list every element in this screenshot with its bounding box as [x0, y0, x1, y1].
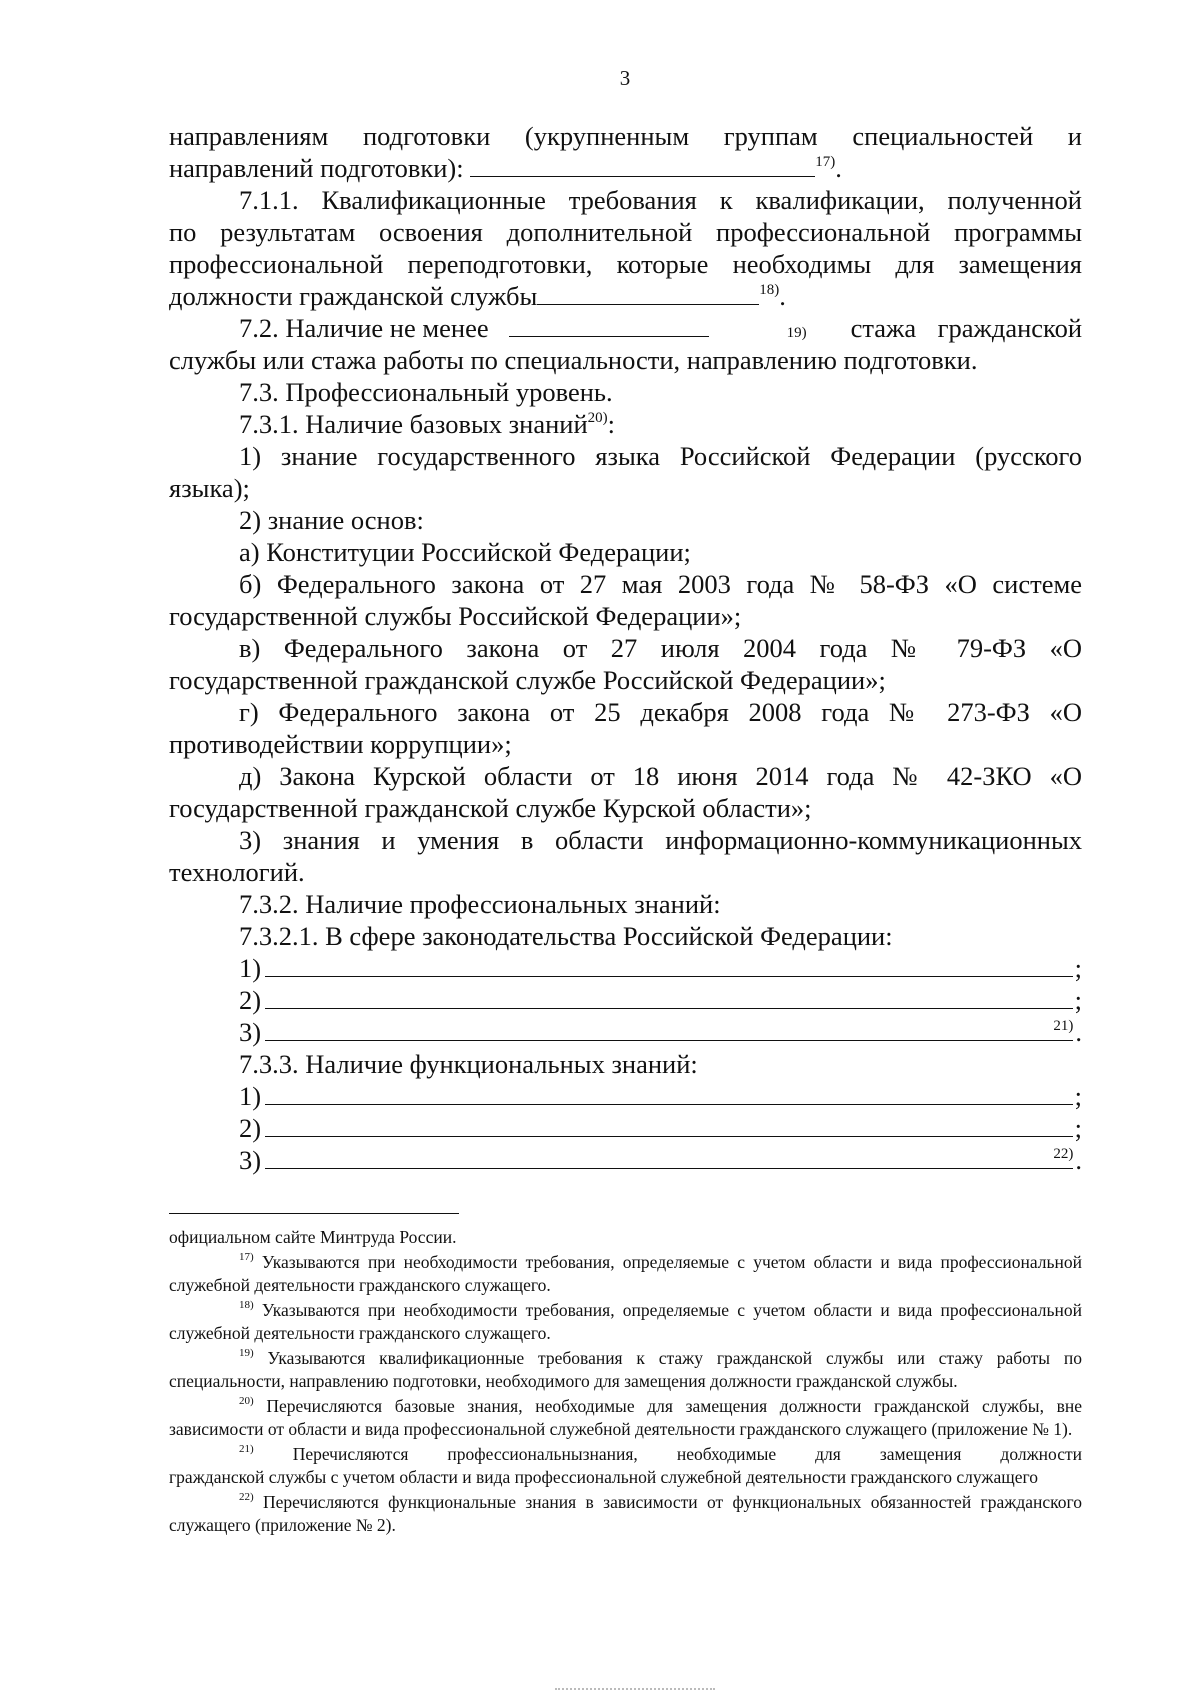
main-text	[169, 120, 1082, 1176]
fill-in-blank	[265, 1082, 1073, 1105]
text-line: государственной службы Российской Федерации»;	[169, 601, 742, 631]
text-line: должности гражданской службы $^{18)}$.	[169, 281, 786, 311]
paragraph-7-3-2: 7.3.2. Наличие профессиональных знаний:	[239, 889, 721, 919]
paragraph-7-2: 7.2. Наличие не менее 19) стажа гражданской	[239, 313, 1082, 343]
list-item: 1) знание государственного языка Российской Федерации (русского	[239, 441, 1082, 471]
blank-row: 1) ;	[239, 953, 1082, 983]
footnotes	[169, 1226, 1082, 1539]
blank-row: 3) 21) .	[169, 1016, 1082, 1048]
text-line: профессиональной переподготовки, которые необходимы для замещения	[169, 249, 1082, 279]
text-line: направлениям подготовки (укрупненным группам специальностей и	[169, 121, 1082, 151]
functional-knowledge-blanks	[169, 1080, 1082, 1176]
text-line: государственной гражданской службе Курской области»;	[169, 793, 812, 823]
fill-in-blank	[265, 1146, 1073, 1169]
list-item: 3) знания и умения в области информационно-коммуникационных	[239, 825, 1082, 855]
list-item: в) Федерального закона от 27 июля 2004 года № 79-ФЗ «О	[239, 633, 1082, 663]
text-line: направлений подготовки): $^{17)}$.	[169, 153, 842, 183]
paragraph-7-3: 7.3. Профессиональный уровень.	[239, 377, 613, 407]
blank-row: 2) ;	[239, 1113, 1082, 1143]
text-line: государственной гражданской службе Российской Федерации»;	[169, 665, 886, 695]
footnote-17: $^{17)}$ Указываются при необходимости требования, определяемые с учетом области и вида профессиональной служебной деятельности гражданского служащего.	[169, 1251, 1082, 1295]
list-item: б) Федерального закона от 27 мая 2003 года № 58-ФЗ «О системе	[239, 569, 1082, 599]
footnote-21: $^{21)}$ Перечисляются профессиональнызнания, необходимые для замещения должности	[239, 1443, 1082, 1464]
text-line: языка);	[169, 473, 250, 503]
fill-in-blank	[265, 986, 1073, 1009]
footnote-19: $^{19)}$ Указываются квалификационные требования к стажу гражданской службы или стажу работы по специальности, направлению подготовки, необходимого для замещения должности гражданской службы.	[169, 1347, 1082, 1391]
paragraph-7-3-3: 7.3.3. Наличие функциональных знаний:	[239, 1049, 698, 1079]
professional-knowledge-blanks	[169, 952, 1082, 1048]
text-line: противодействии коррупции»;	[169, 729, 512, 759]
footnote-21-cont: гражданской службы с учетом области и вида профессиональной служебной деятельности гражданского служащего	[169, 1467, 1038, 1487]
paragraph-7-3-1: 7.3.1. Наличие базовых знаний$^{20)}$:	[239, 409, 616, 439]
footnote-separator	[169, 1213, 459, 1214]
list-item: д) Закона Курской области от 18 июня 2014 года № 42-ЗКО «О	[239, 761, 1082, 791]
footnote-ref: 17)	[815, 154, 836, 170]
footnote-20: $^{20)}$ Перечисляются базовые знания, необходимые для замещения должности гражданской службы, вне зависимости от области и вида профессиональной служебной деятельности гражданского служащего (приложение № 1).	[169, 1395, 1082, 1439]
list-item: 2) знание основ:	[239, 505, 424, 535]
footnote-22: $^{22)}$ Перечисляются функциональные знания в зависимости от функциональных обязанностей гражданского служащего (приложение № 2).	[169, 1491, 1082, 1535]
paragraph-7-3-2-1: 7.3.2.1. В сфере законодательства Российской Федерации:	[239, 921, 893, 951]
fill-in-blank	[537, 282, 759, 305]
footnote-ref: 20)	[587, 410, 608, 426]
paragraph-7-1-1: 7.1.1. Квалификационные требования к квалификации, полученной	[239, 185, 1082, 215]
fill-in-blank	[470, 154, 815, 177]
footnote-ref: 18)	[759, 282, 780, 298]
fill-in-blank	[509, 314, 709, 337]
text-line: службы или стажа работы по специальности, направлению подготовки.	[169, 345, 978, 375]
page-number: 3	[619, 66, 631, 90]
list-item: а) Конституции Российской Федерации;	[239, 537, 691, 567]
blank-row: 3) 22) .	[169, 1144, 1082, 1176]
footnote-18: $^{18)}$ Указываются при необходимости требования, определяемые с учетом области и вида профессиональной служебной деятельности гражданского служащего.	[169, 1299, 1082, 1343]
blank-row: 1) ;	[239, 1081, 1082, 1111]
list-item: г) Федерального закона от 25 декабря 2008 года № 273-ФЗ «О	[239, 697, 1082, 727]
fill-in-blank	[265, 1018, 1073, 1041]
footnote-ref: 21)	[1053, 1018, 1074, 1034]
text-line: по результатам освоения дополнительной профессиональной программы	[169, 217, 1082, 247]
footnote-continuation: официальном сайте Минтруда России.	[169, 1227, 457, 1247]
text-line: технологий.	[169, 857, 305, 887]
blank-row: 2) ;	[239, 985, 1082, 1015]
footnote-ref: 22)	[1053, 1146, 1074, 1162]
fill-in-blank	[265, 954, 1073, 977]
fill-in-blank	[265, 1114, 1073, 1137]
scan-artifact	[555, 1688, 715, 1690]
